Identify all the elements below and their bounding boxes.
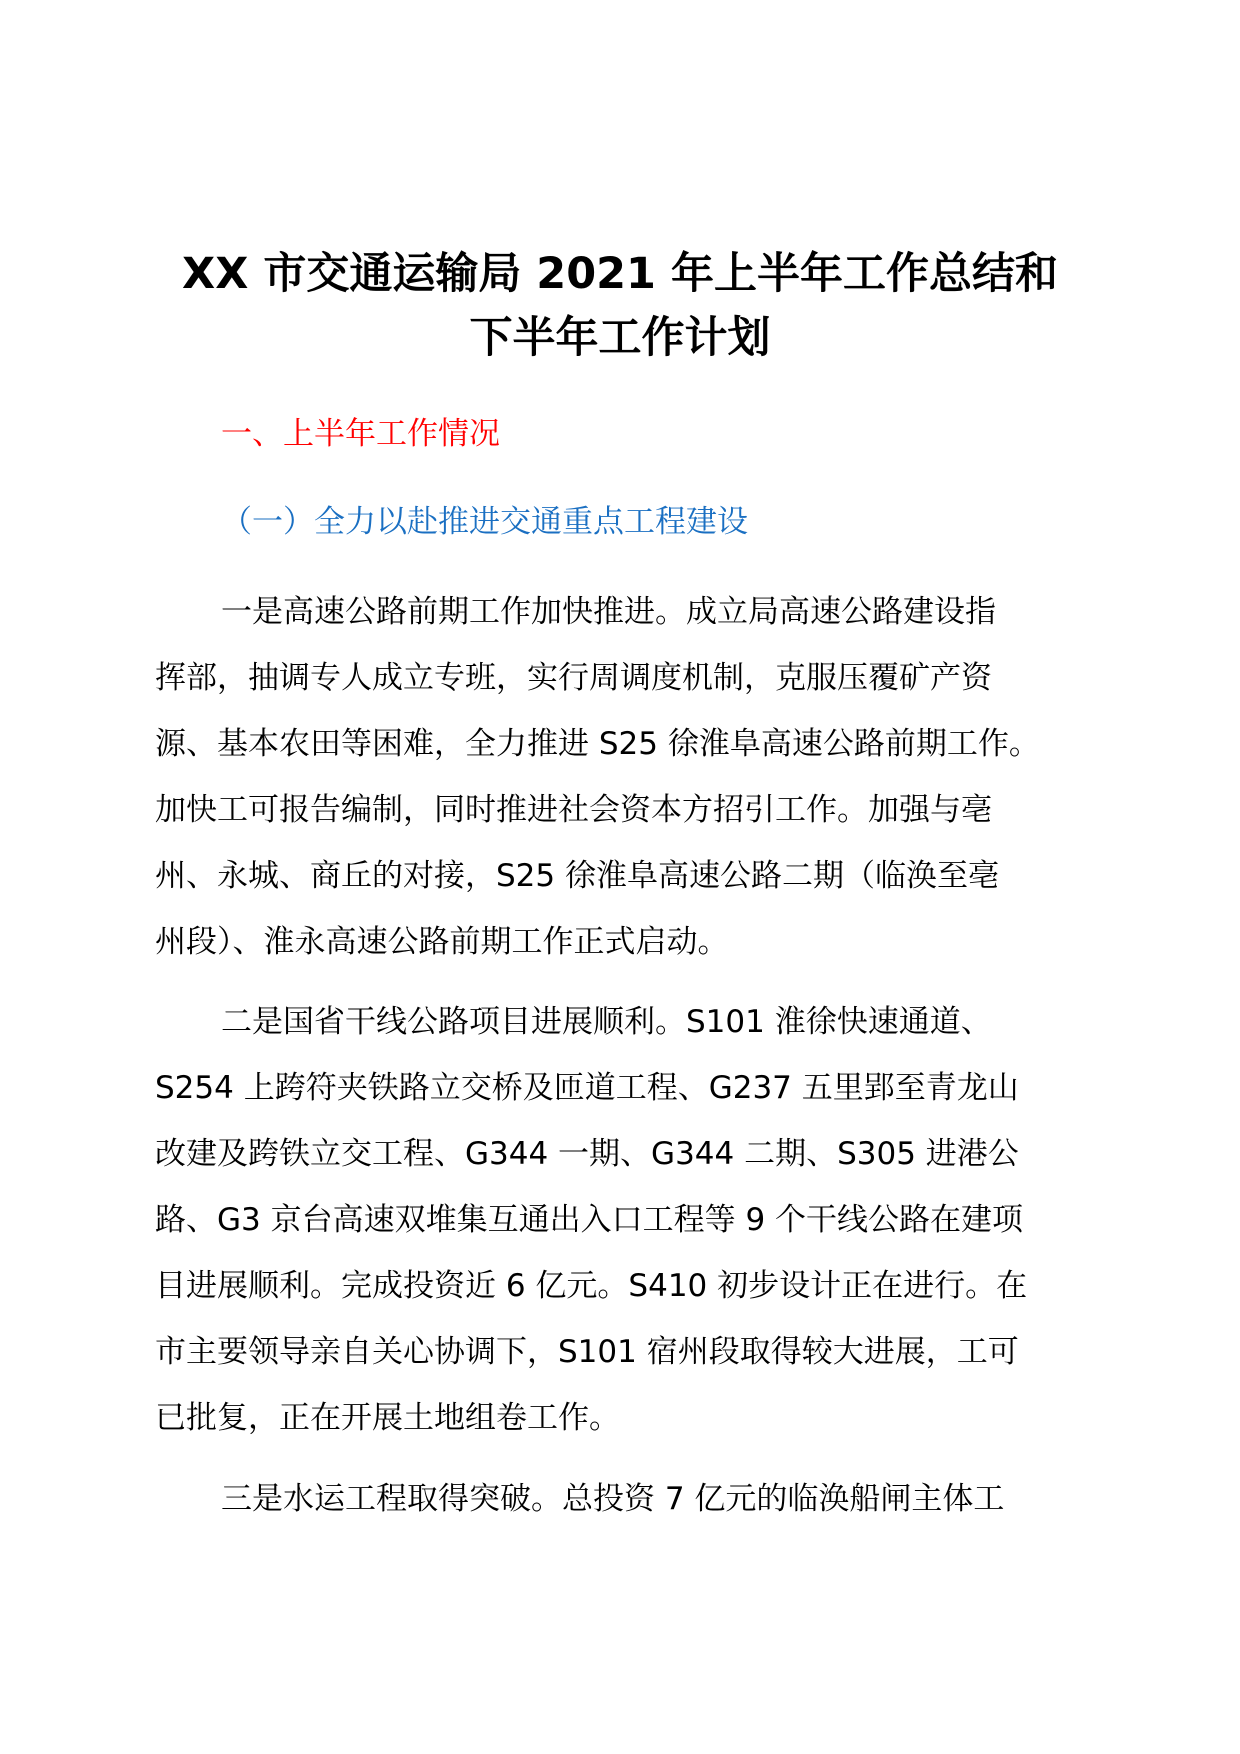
paragraph-line: 挥部，抽调专人成立专班，实行周调度机制，克服压覆矿产资 bbox=[155, 660, 992, 696]
paragraph-3 bbox=[155, 1466, 1095, 1532]
paragraph-line: 一是高速公路前期工作加快推进。成立局高速公路建设指 bbox=[221, 594, 996, 630]
paragraph-line: 加快工可报告编制，同时推进社会资本方招引工作。加强与亳 bbox=[155, 792, 992, 828]
paragraph-line: 路、G3 京台高速双堆集互通出入口工程等 9 个干线公路在建项 bbox=[155, 1202, 1024, 1238]
paragraph-1 bbox=[155, 579, 1095, 975]
paragraph-line: 目进展顺利。完成投资近 6 亿元。S410 初步设计正在进行。在 bbox=[155, 1268, 1028, 1304]
paragraph-line: 二是国省干线公路项目进展顺利。S101 淮徐快速通道、 bbox=[221, 1004, 992, 1040]
paragraph-line: 已批复，正在开展土地组卷工作。 bbox=[155, 1400, 620, 1436]
document-title bbox=[150, 242, 1090, 370]
paragraph-line: 州、永城、商丘的对接，S25 徐淮阜高速公路二期（临涣至亳 bbox=[155, 858, 999, 894]
paragraph-2 bbox=[155, 989, 1095, 1451]
paragraph-line: 三是水运工程取得突破。总投资 7 亿元的临涣船闸主体工 bbox=[221, 1481, 1005, 1517]
paragraph-line: 市主要领导亲自关心协调下，S101 宿州段取得较大进展，工可 bbox=[155, 1334, 1019, 1370]
title-line-2: 下半年工作计划 bbox=[469, 313, 771, 363]
subsection-heading-1: （一）全力以赴推进交通重点工程建设 bbox=[221, 504, 748, 540]
paragraph-line: 州段）、淮永高速公路前期工作正式启动。 bbox=[155, 924, 729, 960]
title-line-1: XX 市交通运输局 2021 年上半年工作总结和 bbox=[182, 249, 1058, 299]
paragraph-line: 源、基本农田等困难，全力推进 S25 徐淮阜高速公路前期工作。 bbox=[155, 726, 1040, 762]
section-heading-1: 一、上半年工作情况 bbox=[221, 416, 500, 452]
paragraph-line: 改建及跨铁立交工程、G344 一期、G344 二期、S305 进港公 bbox=[155, 1136, 1019, 1172]
paragraph-line: S254 上跨符夹铁路立交桥及匝道工程、G237 五里郢至青龙山 bbox=[155, 1070, 1019, 1106]
